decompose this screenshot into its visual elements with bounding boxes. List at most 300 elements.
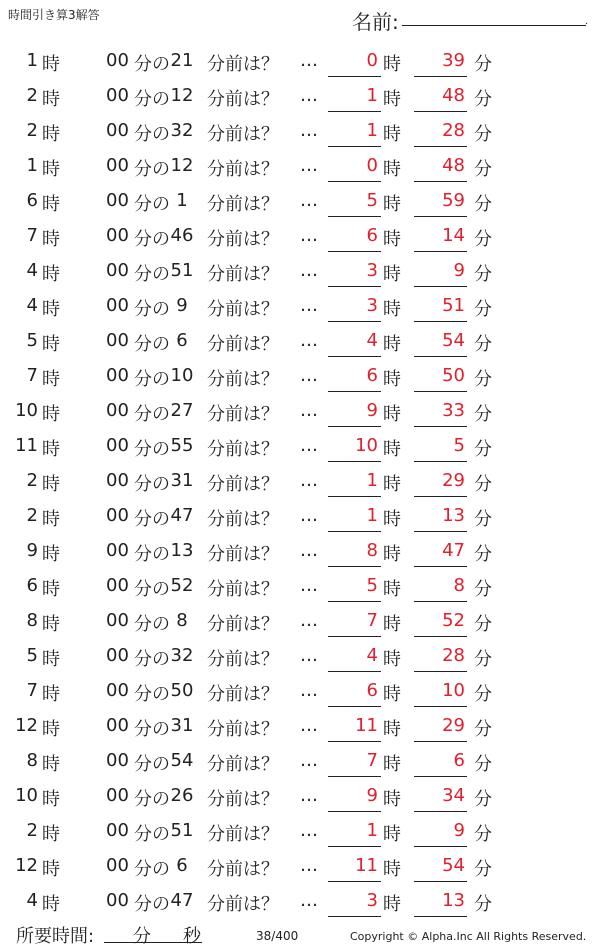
minutes-of-label: 分の xyxy=(134,649,170,670)
zero-minutes: 00 xyxy=(106,50,129,71)
answer-hour-label: 時 xyxy=(383,824,401,845)
answer-minute-label: 分 xyxy=(474,859,492,880)
question-label: 分前は？ xyxy=(207,439,279,460)
answer-minute-label: 分 xyxy=(474,754,492,775)
hour-label: 時 xyxy=(42,439,60,460)
zero-minutes: 00 xyxy=(106,715,129,736)
answer-hour: 1 xyxy=(366,85,378,106)
minutes-of-label: 分の xyxy=(134,439,170,460)
ellipsis: … xyxy=(300,680,318,701)
hour-label: 時 xyxy=(42,54,60,75)
minutes-before: 13 xyxy=(170,540,194,561)
answer-hour: 11 xyxy=(355,855,378,876)
answer-minute-label: 分 xyxy=(474,124,492,145)
zero-minutes: 00 xyxy=(106,505,129,526)
question-label: 分前は？ xyxy=(207,579,279,600)
answer-hour-label: 時 xyxy=(383,684,401,705)
answer-minute-label: 分 xyxy=(474,684,492,705)
ellipsis: … xyxy=(300,190,318,211)
hour-label: 時 xyxy=(42,124,60,145)
answer-minute-label: 分 xyxy=(474,649,492,670)
answer-hour-label: 時 xyxy=(383,474,401,495)
answer-minute: 5 xyxy=(453,435,465,456)
answer-hour: 11 xyxy=(355,715,378,736)
minutes-of-label: 分の xyxy=(134,509,170,530)
answer-minute-label: 分 xyxy=(474,369,492,390)
ellipsis: … xyxy=(300,470,318,491)
answer-minute: 6 xyxy=(453,750,465,771)
problem-hour: 2 xyxy=(26,120,38,141)
minutes-before: 27 xyxy=(170,400,194,421)
ellipsis: … xyxy=(300,85,318,106)
problem-row xyxy=(0,180,600,215)
answer-hour-label: 時 xyxy=(383,614,401,635)
answer-hour: 3 xyxy=(366,295,378,316)
answer-hour-label: 時 xyxy=(383,509,401,530)
answer-minute: 8 xyxy=(453,575,465,596)
problem-row xyxy=(0,250,600,285)
ellipsis: … xyxy=(300,260,318,281)
answer-hour: 4 xyxy=(366,645,378,666)
problem-row xyxy=(0,145,600,180)
hour-label: 時 xyxy=(42,369,60,390)
answer-hour: 9 xyxy=(366,400,378,421)
answer-hour-label: 時 xyxy=(383,369,401,390)
problem-hour: 6 xyxy=(26,575,38,596)
zero-minutes: 00 xyxy=(106,190,129,211)
answer-minute-label: 分 xyxy=(474,894,492,915)
answer-hour-label: 時 xyxy=(383,124,401,145)
minutes-of-label: 分の xyxy=(134,299,170,320)
problem-row xyxy=(0,320,600,355)
problem-hour: 1 xyxy=(26,155,38,176)
ellipsis: … xyxy=(300,820,318,841)
answer-hour-line xyxy=(328,916,381,917)
question-label: 分前は？ xyxy=(207,544,279,565)
hour-label: 時 xyxy=(42,334,60,355)
ellipsis: … xyxy=(300,295,318,316)
minutes-of-label: 分の xyxy=(134,719,170,740)
minutes-before: 50 xyxy=(170,680,194,701)
minutes-of-label: 分の xyxy=(134,474,170,495)
answer-minute: 28 xyxy=(442,120,465,141)
answer-hour: 4 xyxy=(366,330,378,351)
zero-minutes: 00 xyxy=(106,575,129,596)
answer-minute: 28 xyxy=(442,645,465,666)
problem-hour: 10 xyxy=(15,785,38,806)
hour-label: 時 xyxy=(42,299,60,320)
question-label: 分前は？ xyxy=(207,404,279,425)
ellipsis: … xyxy=(300,435,318,456)
answer-hour: 0 xyxy=(366,155,378,176)
zero-minutes: 00 xyxy=(106,820,129,841)
problem-hour: 2 xyxy=(26,505,38,526)
answer-hour-label: 時 xyxy=(383,89,401,110)
answer-hour: 5 xyxy=(366,190,378,211)
minutes-of-label: 分の xyxy=(134,54,170,75)
minutes-before: 47 xyxy=(170,505,194,526)
name-label: 名前: xyxy=(352,10,399,34)
question-label: 分前は？ xyxy=(207,684,279,705)
question-label: 分前は？ xyxy=(207,474,279,495)
problem-row xyxy=(0,495,600,530)
hour-label: 時 xyxy=(42,194,60,215)
minutes-before: 32 xyxy=(170,645,194,666)
hour-label: 時 xyxy=(42,859,60,880)
problem-hour: 2 xyxy=(26,820,38,841)
answer-hour-label: 時 xyxy=(383,579,401,600)
problem-row xyxy=(0,775,600,810)
problem-row xyxy=(0,110,600,145)
minutes-before: 31 xyxy=(170,470,194,491)
hour-label: 時 xyxy=(42,719,60,740)
answer-hour-label: 時 xyxy=(383,859,401,880)
answer-minute-label: 分 xyxy=(474,439,492,460)
copyright: Copyright © Alpha.Inc All Rights Reserved. xyxy=(350,930,587,943)
minutes-of-label: 分の xyxy=(134,614,170,635)
time-required-label: 所要時間: xyxy=(16,926,95,947)
answer-minute: 29 xyxy=(442,470,465,491)
answer-minute-label: 分 xyxy=(474,719,492,740)
minutes-of-label: 分の xyxy=(134,859,170,880)
question-label: 分前は？ xyxy=(207,369,279,390)
problem-hour: 2 xyxy=(26,85,38,106)
answer-hour-label: 時 xyxy=(383,264,401,285)
ellipsis: … xyxy=(300,610,318,631)
ellipsis: … xyxy=(300,225,318,246)
problem-hour: 12 xyxy=(15,855,38,876)
answer-minute-label: 分 xyxy=(474,194,492,215)
ellipsis: … xyxy=(300,400,318,421)
problem-hour: 12 xyxy=(15,715,38,736)
hour-label: 時 xyxy=(42,579,60,600)
hour-label: 時 xyxy=(42,229,60,250)
answer-hour-label: 時 xyxy=(383,894,401,915)
problem-row xyxy=(0,75,600,110)
ellipsis: … xyxy=(300,155,318,176)
answer-minute: 14 xyxy=(442,225,465,246)
minutes-before: 51 xyxy=(170,260,194,281)
answer-minute: 48 xyxy=(442,155,465,176)
problem-row xyxy=(0,670,600,705)
hour-label: 時 xyxy=(42,754,60,775)
minutes-before: 12 xyxy=(170,85,194,106)
answer-hour-label: 時 xyxy=(383,719,401,740)
hour-label: 時 xyxy=(42,404,60,425)
minutes-of-label: 分の xyxy=(134,684,170,705)
page-count: 38/400 xyxy=(256,929,299,943)
answer-minute-label: 分 xyxy=(474,159,492,180)
minutes-before: 10 xyxy=(170,365,194,386)
minutes-of-label: 分の xyxy=(134,754,170,775)
zero-minutes: 00 xyxy=(106,855,129,876)
answer-hour: 8 xyxy=(366,540,378,561)
hour-label: 時 xyxy=(42,894,60,915)
ellipsis: … xyxy=(300,120,318,141)
minutes-before: 6 xyxy=(176,330,188,351)
zero-minutes: 00 xyxy=(106,365,129,386)
problem-hour: 10 xyxy=(15,400,38,421)
answer-minute: 29 xyxy=(442,715,465,736)
answer-hour-label: 時 xyxy=(383,229,401,250)
question-label: 分前は？ xyxy=(207,614,279,635)
answer-minute-label: 分 xyxy=(474,614,492,635)
question-label: 分前は？ xyxy=(207,299,279,320)
answer-hour: 1 xyxy=(366,120,378,141)
answer-minute-label: 分 xyxy=(474,474,492,495)
zero-minutes: 00 xyxy=(106,890,129,911)
hour-label: 時 xyxy=(42,789,60,810)
question-label: 分前は？ xyxy=(207,264,279,285)
minutes-of-label: 分の xyxy=(134,544,170,565)
zero-minutes: 00 xyxy=(106,155,129,176)
minutes-before: 54 xyxy=(170,750,194,771)
answer-hour-label: 時 xyxy=(383,159,401,180)
question-label: 分前は？ xyxy=(207,159,279,180)
ellipsis: … xyxy=(300,785,318,806)
answer-minute-label: 分 xyxy=(474,579,492,600)
question-label: 分前は？ xyxy=(207,719,279,740)
zero-minutes: 00 xyxy=(106,610,129,631)
ellipsis: … xyxy=(300,715,318,736)
answer-minute-line xyxy=(414,916,467,917)
problem-row xyxy=(0,530,600,565)
problem-hour: 4 xyxy=(26,295,38,316)
answer-hour: 1 xyxy=(366,470,378,491)
answer-minute: 9 xyxy=(453,260,465,281)
ellipsis: … xyxy=(300,540,318,561)
answer-minute: 10 xyxy=(442,680,465,701)
problem-row xyxy=(0,705,600,740)
hour-label: 時 xyxy=(42,649,60,670)
ellipsis: … xyxy=(300,50,318,71)
ellipsis: … xyxy=(300,645,318,666)
minutes-of-label: 分の xyxy=(134,824,170,845)
answer-minute: 9 xyxy=(453,820,465,841)
minutes-of-label: 分の xyxy=(134,579,170,600)
zero-minutes: 00 xyxy=(106,680,129,701)
problem-row xyxy=(0,390,600,425)
ellipsis: … xyxy=(300,330,318,351)
answer-hour: 1 xyxy=(366,820,378,841)
problem-hour: 4 xyxy=(26,890,38,911)
answer-minute: 33 xyxy=(442,400,465,421)
problem-row xyxy=(0,740,600,775)
answer-minute: 54 xyxy=(442,330,465,351)
minutes-before: 47 xyxy=(170,890,194,911)
minutes-of-label: 分の xyxy=(134,334,170,355)
answer-minute: 48 xyxy=(442,85,465,106)
minutes-before: 51 xyxy=(170,820,194,841)
problem-hour: 7 xyxy=(26,680,38,701)
hour-label: 時 xyxy=(42,159,60,180)
minutes-of-label: 分の xyxy=(134,229,170,250)
answer-hour: 3 xyxy=(366,260,378,281)
answer-minute: 34 xyxy=(442,785,465,806)
problem-row xyxy=(0,215,600,250)
ellipsis: … xyxy=(300,575,318,596)
minutes-before: 46 xyxy=(170,225,194,246)
answer-minute: 50 xyxy=(442,365,465,386)
answer-hour: 6 xyxy=(366,365,378,386)
question-label: 分前は？ xyxy=(207,754,279,775)
answer-hour: 5 xyxy=(366,575,378,596)
minutes-before: 12 xyxy=(170,155,194,176)
answer-hour: 6 xyxy=(366,225,378,246)
zero-minutes: 00 xyxy=(106,330,129,351)
minutes-of-label: 分の xyxy=(134,124,170,145)
problem-hour: 4 xyxy=(26,260,38,281)
answer-minute-label: 分 xyxy=(474,229,492,250)
zero-minutes: 00 xyxy=(106,645,129,666)
problem-row xyxy=(0,810,600,845)
zero-minutes: 00 xyxy=(106,225,129,246)
minutes-of-label: 分の xyxy=(134,89,170,110)
answer-minute: 54 xyxy=(442,855,465,876)
zero-minutes: 00 xyxy=(106,295,129,316)
answer-hour-label: 時 xyxy=(383,754,401,775)
answer-minute: 52 xyxy=(442,610,465,631)
answer-hour-label: 時 xyxy=(383,649,401,670)
answer-hour-label: 時 xyxy=(383,439,401,460)
answer-hour: 9 xyxy=(366,785,378,806)
minutes-of-label: 分の xyxy=(134,789,170,810)
answer-minute: 13 xyxy=(442,890,465,911)
name-field[interactable] xyxy=(402,25,586,26)
question-label: 分前は？ xyxy=(207,334,279,355)
minutes-of-label: 分の xyxy=(134,404,170,425)
time-second-label: 秒 xyxy=(183,926,201,947)
question-label: 分前は？ xyxy=(207,789,279,810)
answer-minute-label: 分 xyxy=(474,299,492,320)
answer-minute-label: 分 xyxy=(474,509,492,530)
ellipsis: … xyxy=(300,365,318,386)
ellipsis: … xyxy=(300,505,318,526)
answer-minute-label: 分 xyxy=(474,404,492,425)
answer-hour: 0 xyxy=(366,50,378,71)
zero-minutes: 00 xyxy=(106,85,129,106)
problem-hour: 6 xyxy=(26,190,38,211)
problem-row xyxy=(0,565,600,600)
question-label: 分前は？ xyxy=(207,89,279,110)
zero-minutes: 00 xyxy=(106,540,129,561)
problem-row xyxy=(0,600,600,635)
hour-label: 時 xyxy=(42,474,60,495)
answer-minute: 13 xyxy=(442,505,465,526)
answer-hour: 10 xyxy=(355,435,378,456)
problem-row xyxy=(0,40,600,75)
problem-hour: 11 xyxy=(15,435,38,456)
answer-hour-label: 時 xyxy=(383,789,401,810)
answer-minute-label: 分 xyxy=(474,54,492,75)
question-label: 分前は？ xyxy=(207,124,279,145)
question-label: 分前は？ xyxy=(207,649,279,670)
zero-minutes: 00 xyxy=(106,785,129,806)
answer-hour: 6 xyxy=(366,680,378,701)
answer-hour-label: 時 xyxy=(383,194,401,215)
answer-hour: 7 xyxy=(366,750,378,771)
time-minute-label: 分 xyxy=(133,926,151,947)
answer-hour: 3 xyxy=(366,890,378,911)
question-label: 分前は？ xyxy=(207,859,279,880)
zero-minutes: 00 xyxy=(106,750,129,771)
answer-hour: 1 xyxy=(366,505,378,526)
hour-label: 時 xyxy=(42,614,60,635)
problem-hour: 2 xyxy=(26,470,38,491)
minutes-before: 9 xyxy=(176,295,188,316)
answer-minute-label: 分 xyxy=(474,264,492,285)
problem-hour: 7 xyxy=(26,225,38,246)
minutes-of-label: 分の xyxy=(134,264,170,285)
hour-label: 時 xyxy=(42,544,60,565)
answer-minute: 59 xyxy=(442,190,465,211)
minutes-of-label: 分の xyxy=(134,894,170,915)
answer-hour-label: 時 xyxy=(383,54,401,75)
answer-minute-label: 分 xyxy=(474,334,492,355)
answer-minute-label: 分 xyxy=(474,824,492,845)
zero-minutes: 00 xyxy=(106,400,129,421)
problem-row xyxy=(0,285,600,320)
hour-label: 時 xyxy=(42,684,60,705)
ellipsis: … xyxy=(300,890,318,911)
minutes-before: 6 xyxy=(176,855,188,876)
problem-hour: 5 xyxy=(26,330,38,351)
answer-hour-label: 時 xyxy=(383,404,401,425)
problem-hour: 5 xyxy=(26,645,38,666)
minutes-before: 52 xyxy=(170,575,194,596)
question-label: 分前は？ xyxy=(207,229,279,250)
answer-hour-label: 時 xyxy=(383,334,401,355)
sheet-title: 時間引き算3解答 xyxy=(8,8,100,22)
answer-minute: 51 xyxy=(442,295,465,316)
zero-minutes: 00 xyxy=(106,435,129,456)
hour-label: 時 xyxy=(42,824,60,845)
minutes-before: 8 xyxy=(176,610,188,631)
answer-minute: 39 xyxy=(442,50,465,71)
minutes-before: 55 xyxy=(170,435,194,456)
question-label: 分前は？ xyxy=(207,194,279,215)
zero-minutes: 00 xyxy=(106,260,129,281)
hour-label: 時 xyxy=(42,509,60,530)
answer-hour-label: 時 xyxy=(383,299,401,320)
problem-row xyxy=(0,880,600,915)
problem-row xyxy=(0,355,600,390)
problem-row xyxy=(0,845,600,880)
answer-minute-label: 分 xyxy=(474,789,492,810)
hour-label: 時 xyxy=(42,264,60,285)
answer-hour-label: 時 xyxy=(383,544,401,565)
question-label: 分前は？ xyxy=(207,894,279,915)
problem-hour: 1 xyxy=(26,50,38,71)
minutes-before: 21 xyxy=(170,50,194,71)
problem-hour: 7 xyxy=(26,365,38,386)
answer-minute-label: 分 xyxy=(474,89,492,110)
answer-hour: 7 xyxy=(366,610,378,631)
minutes-before: 1 xyxy=(176,190,188,211)
answer-minute-label: 分 xyxy=(474,544,492,565)
problem-row xyxy=(0,635,600,670)
hour-label: 時 xyxy=(42,89,60,110)
minutes-of-label: 分の xyxy=(134,159,170,180)
ellipsis: … xyxy=(300,750,318,771)
problem-row xyxy=(0,425,600,460)
minutes-before: 26 xyxy=(170,785,194,806)
minutes-before: 31 xyxy=(170,715,194,736)
problem-row xyxy=(0,460,600,495)
question-label: 分前は？ xyxy=(207,509,279,530)
question-label: 分前は？ xyxy=(207,824,279,845)
minutes-of-label: 分の xyxy=(134,194,170,215)
